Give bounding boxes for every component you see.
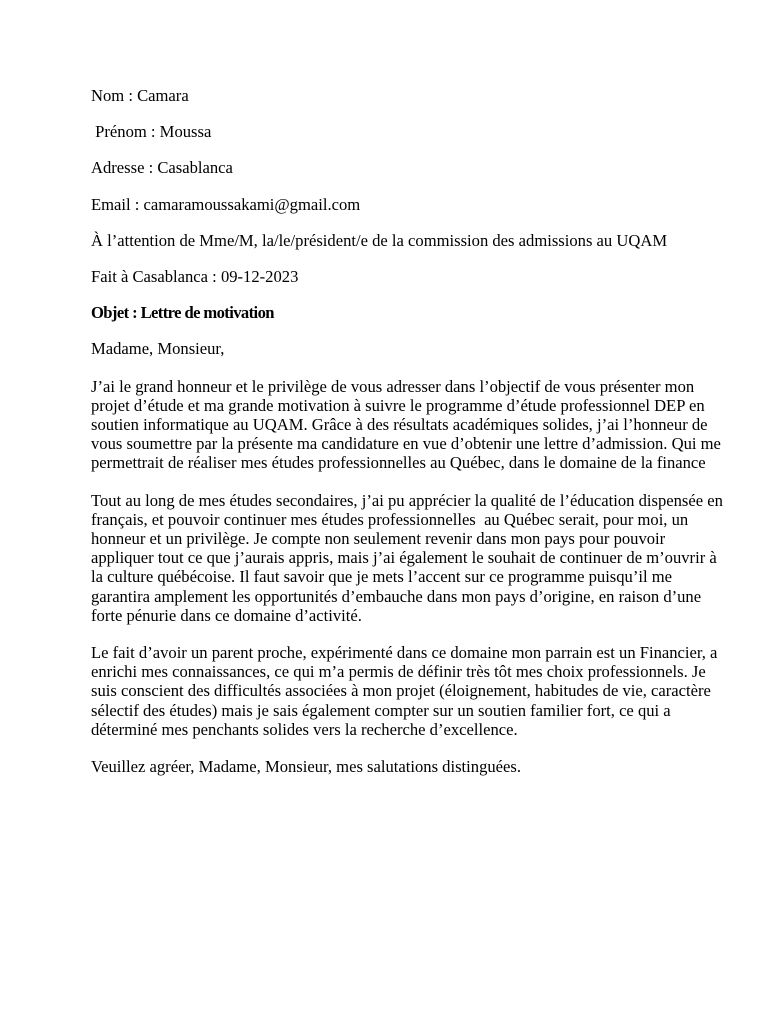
letter-salutation: Madame, Monsieur,	[91, 339, 225, 359]
body-paragraph-2: Tout au long de mes études secondaires, j’ai pu apprécier la qualité de l’éducation dispensée en français, et pouvoir continuer mes études professionnelles au Québec serait, pour moi, un honneur et un privilège. Je compte non seulement revenir dans mon pays pour pouvoir appliquer tout ce que j’aurais appris, mais j’ai également le souhait de continuer de m’ouvrir à la culture québécoise. Il faut savoir que je mets l’accent sur ce programme puisqu’il me garantira amplement les opportunités d’embauche dans mon pays d’origine, en raison d’une forte pénurie dans ce domaine d’activité.	[91, 490, 732, 625]
letter-closing: Veuillez agréer, Madame, Monsieur, mes salutations distinguées.	[91, 757, 521, 777]
body-paragraph-3: Le fait d’avoir un parent proche, expérimenté dans ce domaine mon parrain est un Financier, a enrichi mes connaissances, ce qui m’a permis de définir très tôt mes choix professionnels. Je suis conscient des difficultés associées à mon projet (éloignement, habitudes de vie, caractère sélectif des études) mais je sais également compter sur un soutien familier fort, ce qui a déterminé mes penchants solides vers la recherche d’excellence.	[91, 643, 722, 739]
header-nom: Nom : Camara	[91, 86, 189, 105]
header-email: Email : camaramoussakami@gmail.com	[91, 194, 361, 214]
header-attention: À l’attention de Mme/M, la/le/président/e de la commission des admissions au UQAM	[91, 230, 668, 250]
header-prenom: Prénom : Moussa	[91, 122, 212, 142]
letter-subject: Objet : Lettre de motivation	[91, 303, 274, 323]
body-paragraph-1: J’ai le grand honneur et le privilège de vous adresser dans l’objectif de vous présenter mon projet d’étude et ma grande motivation à suivre le programme d’étude professionnel DEP en soutien informatique au UQAM. Grâce à des résultats académiques solides, j’ai l’honneur de vous soumettre par la présente ma candidature en vue d’obtenir une lettre d’admission. Qui me permettrait de réaliser mes études professionnelles au Québec, dans le domaine de la finance	[91, 376, 726, 473]
header-adresse: Adresse : Casablanca	[91, 158, 233, 178]
header-date-place: Fait à Casablanca : 09-12-2023	[91, 267, 299, 287]
